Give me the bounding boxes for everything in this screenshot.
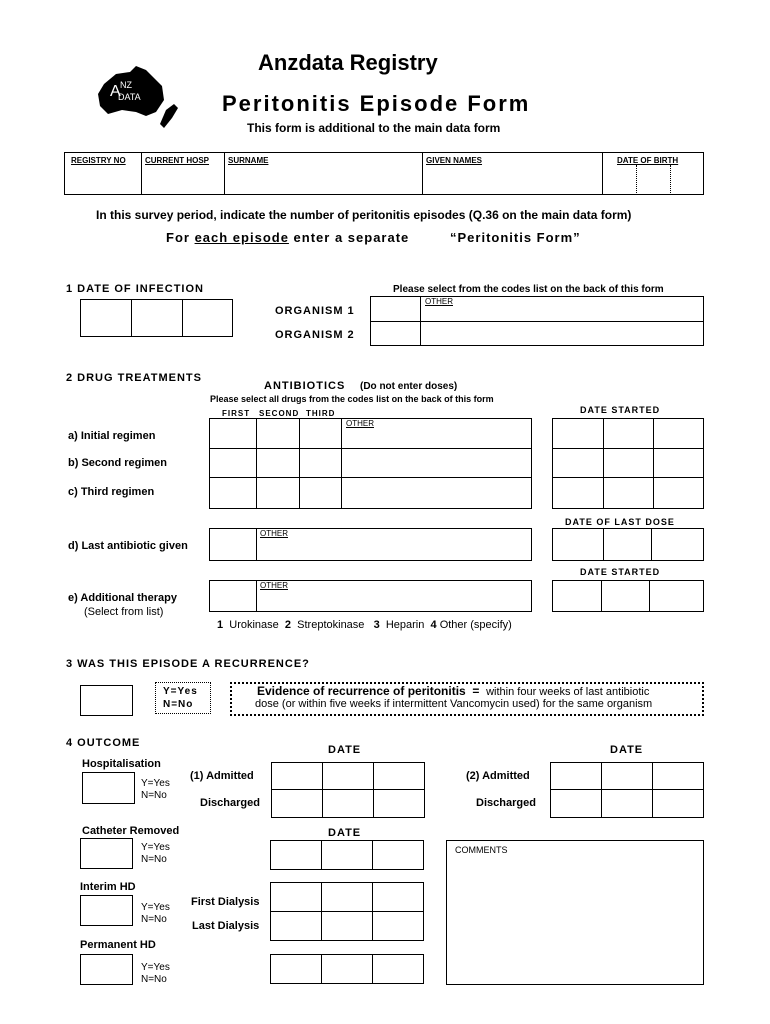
row-additional-therapy-sub: (Select from list)	[84, 606, 164, 618]
admitted-2-label: (2) Admitted	[466, 770, 530, 782]
divider	[552, 448, 704, 449]
catheter-yes: Y=Yes	[141, 842, 170, 853]
col-current-hosp: CURRENT HOSP	[145, 156, 210, 165]
divider	[649, 580, 650, 612]
divider	[256, 528, 257, 561]
row-last-antibiotic: d) Last antibiotic given	[68, 540, 188, 552]
permanent-hd-label: Permanent HD	[80, 939, 156, 951]
catheter-removed-date-field[interactable]	[270, 840, 424, 870]
divider	[270, 911, 424, 912]
hospitalisation-label: Hospitalisation	[82, 758, 161, 770]
date-last-dose-header: DATE OF LAST DOSE	[565, 517, 675, 527]
instruction-line-1: In this survey period, indicate the number of peritonitis episodes (Q.36 on the main data form)	[96, 208, 632, 222]
australia-map-shape	[98, 66, 164, 116]
date-started-header-2: DATE STARTED	[580, 567, 661, 577]
regimen-other-label: OTHER	[346, 419, 374, 428]
date-header-2: DATE	[610, 744, 644, 756]
comments-label: COMMENTS	[455, 845, 508, 855]
row-second-regimen: b) Second regimen	[68, 457, 168, 469]
divider	[550, 789, 704, 790]
permanent-yes: Y=Yes	[141, 962, 170, 973]
registry-no-field[interactable]	[66, 168, 140, 193]
divider	[603, 528, 604, 561]
organism-1-code-field[interactable]	[372, 298, 419, 320]
row-additional-therapy: e) Additional therapy	[68, 592, 177, 604]
surname-field[interactable]	[226, 168, 421, 193]
catheter-no: N=No	[141, 854, 167, 865]
permanent-no: N=No	[141, 974, 167, 985]
anzdata-logo	[96, 66, 182, 132]
discharged-2-date-field[interactable]	[552, 791, 702, 816]
evidence-line-1: Evidence of recurrence of peritonitis = within four weeks of last antibiotic	[257, 684, 650, 698]
divider	[422, 152, 423, 195]
col-surname: SURNAME	[228, 156, 269, 165]
divider	[209, 448, 532, 449]
col-registry-no: REGISTRY NO	[71, 156, 126, 165]
organism-2-other-field[interactable]	[422, 323, 702, 344]
divider	[552, 477, 704, 478]
divider	[602, 152, 603, 195]
divider	[651, 528, 652, 561]
form-title: Peritonitis Episode Form	[222, 91, 531, 116]
date-header-3: DATE	[328, 827, 362, 839]
section-1-heading: 1 DATE OF INFECTION	[66, 283, 204, 295]
hospitalisation-field[interactable]	[82, 772, 135, 804]
date-last-dose-field[interactable]	[552, 528, 704, 561]
organism-1-label: ORGANISM 1	[275, 305, 355, 317]
divider	[182, 299, 183, 337]
admitted-2-date-field[interactable]	[552, 764, 702, 788]
additional-therapy-field[interactable]	[209, 580, 532, 612]
col-third: THIRD	[306, 409, 336, 418]
initial-second-drug-field[interactable]	[258, 420, 298, 447]
last-antibiotic-field[interactable]	[209, 528, 532, 561]
instruction-line-2: For each episode enter a separate	[166, 230, 410, 245]
divider	[131, 299, 132, 337]
row-third-regimen: c) Third regimen	[68, 486, 155, 498]
given-names-field[interactable]	[424, 168, 601, 193]
form-subtitle: This form is additional to the main data form	[247, 121, 501, 135]
divider	[372, 954, 373, 984]
col-date-of-birth: DATE OF BIRTH	[617, 156, 679, 165]
drug-codes-note: Please select all drugs from the codes list on the back of this form	[210, 394, 494, 404]
additional-therapy-date-field[interactable]	[552, 580, 704, 612]
catheter-removed-label: Catheter Removed	[82, 825, 180, 837]
catheter-removed-field[interactable]	[80, 838, 133, 869]
date-started-header: DATE STARTED	[580, 405, 661, 415]
discharged-1-label: Discharged	[200, 797, 260, 809]
section-3-heading: 3 WAS THIS EPISODE A RECURRENCE?	[66, 658, 310, 670]
second-regimen-drugs-field[interactable]	[211, 450, 530, 476]
date-of-birth-field[interactable]	[604, 168, 702, 193]
hosp-yes: Y=Yes	[141, 778, 170, 789]
logo-text-line2: DATA	[118, 92, 141, 102]
initial-first-drug-field[interactable]	[211, 420, 255, 447]
registry-title: Anzdata Registry	[258, 50, 438, 75]
row-initial-regimen: a) Initial regimen	[68, 430, 156, 442]
recurrence-no: N=No	[163, 699, 194, 710]
recurrence-field[interactable]	[80, 685, 133, 716]
divider	[372, 840, 373, 870]
interim-yes: Y=Yes	[141, 902, 170, 913]
therapy-options-list: 1 Urokinase 2 Streptokinase 3 Heparin 4 Other (specify)	[217, 619, 512, 631]
organism-codes-note: Please select from the codes list on the back of this form	[393, 284, 664, 295]
last-antibiotic-other-label: OTHER	[260, 529, 288, 538]
antibiotics-note: (Do not enter doses)	[360, 381, 458, 392]
discharged-2-label: Discharged	[476, 797, 536, 809]
discharged-1-date-field[interactable]	[273, 791, 423, 816]
antibiotics-label: ANTIBIOTICS	[264, 380, 346, 392]
third-date-started-field[interactable]	[554, 479, 702, 507]
interim-hd-label: Interim HD	[80, 881, 136, 893]
divider	[209, 477, 532, 478]
interim-hd-field[interactable]	[80, 895, 133, 926]
logo-text-line1: NZ	[120, 80, 132, 90]
section-2-heading: 2 DRUG TREATMENTS	[66, 372, 202, 384]
divider	[141, 152, 142, 195]
col-second: SECOND	[259, 409, 300, 418]
interim-no: N=No	[141, 914, 167, 925]
divider	[321, 954, 322, 984]
hosp-no: N=No	[141, 790, 167, 801]
organism-2-code-field[interactable]	[372, 323, 419, 344]
first-dialysis-date-field[interactable]	[272, 884, 422, 910]
organism-2-label: ORGANISM 2	[275, 329, 355, 341]
evidence-line-2: dose (or within five weeks if intermittent Vancomycin used) for the same organism	[255, 698, 653, 710]
first-dialysis-label: First Dialysis	[191, 896, 260, 908]
divider	[321, 840, 322, 870]
divider	[224, 152, 225, 195]
organism-1-other-field[interactable]	[422, 306, 702, 320]
divider	[370, 321, 704, 322]
logo-letter: A	[110, 83, 121, 100]
comments-field[interactable]	[446, 840, 704, 985]
date-of-infection-field[interactable]	[80, 299, 233, 337]
divider	[601, 580, 602, 612]
new-zealand-map-shape	[160, 104, 178, 128]
additional-therapy-other-label: OTHER	[260, 581, 288, 590]
admitted-1-label: (1) Admitted	[190, 770, 254, 782]
section-4-heading: 4 OUTCOME	[66, 737, 141, 749]
divider	[271, 789, 425, 790]
permanent-hd-date-field[interactable]	[270, 954, 424, 984]
divider	[256, 580, 257, 612]
third-regimen-drugs-field[interactable]	[211, 479, 530, 507]
second-date-started-field[interactable]	[554, 450, 702, 476]
initial-third-drug-field[interactable]	[301, 420, 340, 447]
admitted-1-date-field[interactable]	[273, 764, 423, 788]
last-dialysis-date-field[interactable]	[272, 913, 422, 939]
organism-other-label: OTHER	[425, 297, 453, 306]
current-hosp-field[interactable]	[143, 168, 223, 193]
initial-date-started-field[interactable]	[554, 420, 702, 447]
initial-other-drug-field[interactable]	[343, 428, 530, 447]
instruction-quote: “Peritonitis Form”	[450, 230, 581, 245]
date-header-1: DATE	[328, 744, 362, 756]
col-given-names: GIVEN NAMES	[426, 156, 483, 165]
last-dialysis-label: Last Dialysis	[192, 920, 260, 932]
col-first: FIRST	[222, 409, 251, 418]
recurrence-yes: Y=Yes	[163, 686, 198, 697]
permanent-hd-field[interactable]	[80, 954, 133, 985]
